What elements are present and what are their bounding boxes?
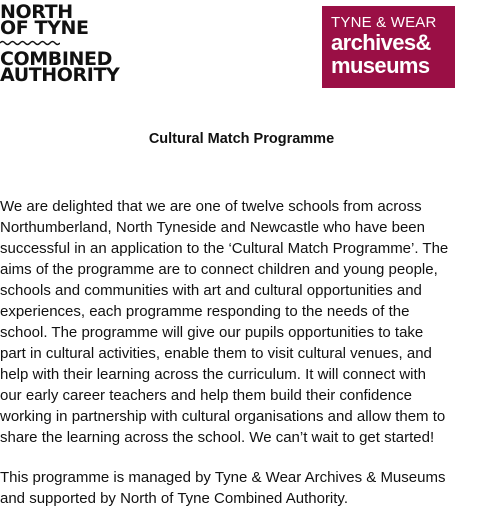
paragraph-line: successful in an application to the ‘Cultural Match Programme’. The: [0, 240, 449, 257]
paragraph-intro: [0, 196, 483, 448]
paragraph-line: This programme is managed by Tyne & Wear Archives & Museums: [0, 469, 446, 486]
paragraph-line: school. The programme will give our pupils opportunities to take: [0, 324, 424, 341]
logo-right-line-3: museums: [331, 53, 430, 78]
paragraph-line: and supported by North of Tyne Combined Authority.: [0, 490, 348, 507]
paragraph-line: working in partnership with cultural organisations and allow them to: [0, 408, 446, 425]
tyne-wear-archives-museums-logo: [322, 6, 455, 88]
wave-icon: [0, 40, 60, 46]
paragraph-line: part in cultural activities, enable them to visit cultural venues, and: [0, 345, 432, 362]
paragraph-credits: [0, 467, 483, 509]
paragraph-line: help with their learning across the curriculum. It will connect with: [0, 366, 427, 383]
paragraph-line: our early career teachers and help them build their confidence: [0, 387, 412, 404]
north-of-tyne-logo: [0, 1, 120, 98]
logo-left-line-3: COMBINED: [0, 47, 113, 70]
paragraph-line: experiences, each programme responding to the needs of the: [0, 303, 410, 320]
logo-left-line-1: NORTH: [0, 1, 73, 23]
logo-right-line-2: archives&: [331, 30, 431, 55]
paragraph-line: schools and communities with art and cultural opportunities and: [0, 282, 422, 299]
logo-left-line-4: AUTHORITY: [0, 63, 120, 86]
document-title: Cultural Match Programme: [148, 131, 335, 147]
logo-left-line-2: OF TYNE: [0, 17, 89, 40]
paragraph-line: Northumberland, North Tyneside and Newcastle who have been: [0, 219, 425, 236]
paragraph-line: aims of the programme are to connect children and young people,: [0, 261, 438, 278]
paragraph-line: We are delighted that we are one of twelve schools from across: [0, 198, 422, 215]
logo-right-line-1: TYNE & WEAR: [331, 14, 437, 31]
paragraph-line: share the learning across the school. We can’t wait to get started!: [0, 429, 435, 446]
